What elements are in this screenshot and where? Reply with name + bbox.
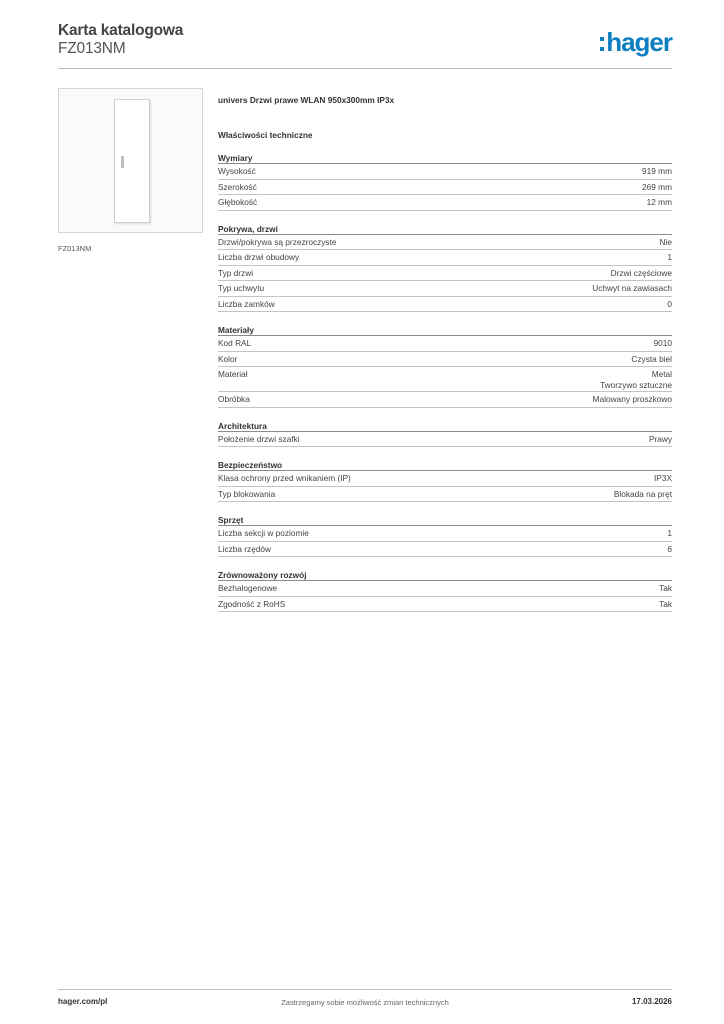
spec-value-line: Prawy xyxy=(648,433,672,444)
hager-logo xyxy=(600,28,672,56)
spec-label: Materiał xyxy=(218,369,248,379)
footer-notice: Zastrzegamy sobie możliwość zmian technicznych xyxy=(281,998,449,1007)
spec-value xyxy=(667,252,672,263)
spec-value xyxy=(667,528,672,539)
spec-value-line: Tak xyxy=(659,598,672,609)
document-title: Karta katalogowa xyxy=(58,22,184,39)
spec-value-line: 269 mm xyxy=(642,181,672,192)
spec-label: Drzwi/pokrywa są przezroczyste xyxy=(218,236,337,247)
spec-section xyxy=(218,569,672,612)
section-title: Sprzęt xyxy=(218,514,672,526)
spec-value-line: Blokada na pręt xyxy=(613,488,672,499)
spec-row xyxy=(218,250,672,266)
section-title: Bezpieczeństwo xyxy=(218,459,672,471)
spec-value xyxy=(592,283,672,294)
door-panel-icon xyxy=(114,99,150,223)
spec-value xyxy=(631,354,672,365)
spec-value xyxy=(647,197,672,208)
spec-value-line: 9010 xyxy=(653,338,672,348)
spec-value-line: Nie xyxy=(659,236,672,247)
spec-row xyxy=(218,195,672,211)
spec-section xyxy=(218,420,672,448)
spec-label: Bezhalogenowe xyxy=(218,583,278,593)
spec-value xyxy=(667,544,672,555)
spec-value xyxy=(654,473,672,484)
spec-value-line: Tworzywo sztuczne xyxy=(600,380,672,390)
spec-label: Typ drzwi xyxy=(218,267,254,278)
product-description: univers Drzwi prawe WLAN 950x300mm IP3x xyxy=(218,95,395,105)
spec-label: Typ blokowania xyxy=(218,488,276,499)
spec-value-line: Tak xyxy=(659,583,672,593)
spec-label: Głębokość xyxy=(218,197,258,207)
spec-label: Kod RAL xyxy=(218,338,252,348)
spec-value-line: Drzwi częściowe xyxy=(610,267,672,278)
spec-value xyxy=(659,583,672,594)
spec-value xyxy=(611,268,672,279)
spec-value xyxy=(600,369,672,391)
spec-row xyxy=(218,542,672,558)
header-divider xyxy=(58,68,672,69)
spec-row xyxy=(218,352,672,368)
spec-value-line: 6 xyxy=(667,543,672,554)
spec-section xyxy=(218,152,672,211)
spec-value-line: 919 mm xyxy=(642,166,672,176)
spec-value xyxy=(642,182,672,193)
spec-section xyxy=(218,223,672,313)
spec-label: Liczba zamków xyxy=(218,298,275,309)
spec-label: Położenie drzwi szafki xyxy=(218,433,300,444)
section-title: Pokrywa, drzwi xyxy=(218,223,672,235)
spec-section xyxy=(218,324,672,408)
spec-label: Liczba sekcji w poziomie xyxy=(218,528,309,538)
spec-row xyxy=(218,297,672,313)
footer-date: 17.03.2026 xyxy=(631,997,672,1006)
spec-section xyxy=(218,459,672,502)
spec-row xyxy=(218,581,672,597)
spec-label: Klasa ochrony przed wnikaniem (IP) xyxy=(218,473,351,483)
spec-label: Liczba rzędów xyxy=(218,543,272,554)
spec-row xyxy=(218,235,672,251)
spec-value-line: Malowany proszkowo xyxy=(592,394,672,404)
logo-dots-icon xyxy=(600,37,604,51)
spec-value-line: Uchwyt na zawiasach xyxy=(592,283,672,293)
spec-row xyxy=(218,487,672,503)
spec-value xyxy=(614,489,672,500)
section-title: Wymiary xyxy=(218,152,672,164)
spec-value xyxy=(659,599,672,610)
spec-label: Obróbka xyxy=(218,394,250,404)
product-details xyxy=(218,95,672,612)
page-header xyxy=(58,20,672,70)
footer-website: hager.com/pl xyxy=(58,997,108,1006)
spec-value-line: 0 xyxy=(667,298,672,309)
spec-label: Liczba drzwi obudowy xyxy=(218,252,300,262)
spec-row xyxy=(218,432,672,448)
spec-value-line: 1 xyxy=(667,528,672,538)
spec-value xyxy=(654,338,672,349)
door-handle-icon xyxy=(121,156,124,168)
section-title: Materiały xyxy=(218,324,672,336)
spec-row xyxy=(218,392,672,408)
spec-label: Typ uchwytu xyxy=(218,283,265,293)
spec-value xyxy=(667,299,672,310)
technical-properties-title: Właściwości techniczne xyxy=(218,130,313,140)
spec-row xyxy=(218,180,672,196)
spec-row xyxy=(218,526,672,542)
spec-row xyxy=(218,164,672,180)
spec-row xyxy=(218,281,672,297)
spec-section xyxy=(218,514,672,557)
section-title: Zrównoważony rozwój xyxy=(218,569,672,581)
logo-text: hager xyxy=(606,27,672,57)
spec-row xyxy=(218,266,672,282)
spec-value-line: Czysta biel xyxy=(631,353,672,364)
spec-label: Wysokość xyxy=(218,166,256,176)
technical-sections xyxy=(218,152,672,612)
spec-label: Szerokość xyxy=(218,181,257,192)
spec-row xyxy=(218,336,672,352)
spec-value xyxy=(649,434,672,445)
spec-value-line: 1 xyxy=(667,252,672,262)
spec-value-line: IP3X xyxy=(654,473,672,483)
spec-value xyxy=(593,394,672,405)
product-image xyxy=(58,88,203,233)
spec-row xyxy=(218,471,672,487)
spec-label: Kolor xyxy=(218,353,238,364)
product-image-caption: FZ013NM xyxy=(58,244,92,253)
product-code: FZ013NM xyxy=(58,40,126,57)
spec-value-line: Metal xyxy=(651,369,672,379)
section-title: Architektura xyxy=(218,420,672,432)
spec-value xyxy=(660,237,672,248)
spec-value xyxy=(642,166,672,177)
spec-row xyxy=(218,597,672,613)
spec-row xyxy=(218,367,672,392)
spec-label: Zgodność z RoHS xyxy=(218,598,286,609)
spec-value-line: 12 mm xyxy=(646,197,672,207)
footer-divider xyxy=(58,989,672,990)
